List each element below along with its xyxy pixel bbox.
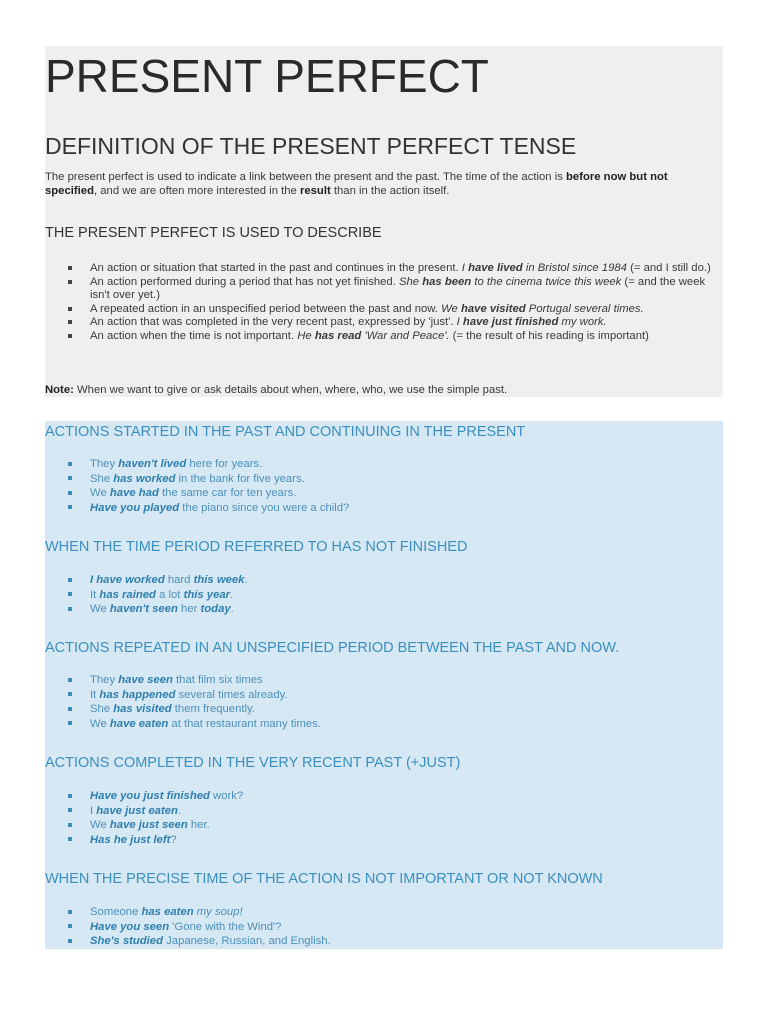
section-heading: WHEN THE TIME PERIOD REFERRED TO HAS NOT FINISHED bbox=[45, 539, 468, 555]
note bbox=[45, 383, 719, 397]
bullet-icon bbox=[68, 491, 72, 495]
bullet-icon bbox=[68, 910, 72, 914]
bullet-icon bbox=[68, 320, 72, 324]
bullet-icon bbox=[68, 707, 72, 711]
example-text: She's studied Japanese, Russian, and English. bbox=[90, 935, 331, 948]
example-text: Have you just finished work? bbox=[90, 790, 244, 802]
usage-item bbox=[68, 330, 718, 344]
bullet-icon bbox=[68, 721, 72, 725]
note-text: When we want to give or ask details about when, where, who, we use the simple past. bbox=[73, 384, 508, 396]
list-item bbox=[68, 673, 718, 688]
bullet-icon bbox=[68, 678, 72, 682]
example-list bbox=[68, 905, 718, 949]
page-title: PRESENT PERFECT bbox=[45, 50, 489, 102]
list-item bbox=[68, 472, 718, 487]
list-item bbox=[68, 602, 718, 617]
example-text: She has worked in the bank for five years. bbox=[90, 472, 305, 485]
list-item bbox=[68, 501, 718, 516]
bullet-icon bbox=[68, 280, 72, 284]
bullet-icon bbox=[68, 794, 72, 798]
example-text: Have you seen 'Gone with the Wind'? bbox=[90, 920, 282, 933]
example-text: It has happened several times already. bbox=[90, 688, 288, 701]
list-item bbox=[68, 588, 718, 603]
example-text: They haven't lived here for years. bbox=[90, 458, 263, 470]
bullet-icon bbox=[68, 808, 72, 812]
list-item bbox=[68, 920, 718, 935]
bullet-icon bbox=[68, 939, 72, 943]
usage-item-text: An action performed during a period that has not yet finished. She has been to the cinema twice this week (= and the week isn't over yet.) bbox=[90, 275, 706, 301]
bullet-icon bbox=[68, 578, 72, 582]
example-text: Have you played the piano since you were a child? bbox=[90, 501, 350, 514]
list-item bbox=[68, 818, 718, 833]
usage-item bbox=[68, 316, 718, 330]
list-item bbox=[68, 789, 718, 804]
usage-heading: THE PRESENT PERFECT IS USED TO DESCRIBE bbox=[45, 225, 382, 241]
section-heading: ACTIONS COMPLETED IN THE VERY RECENT PAST (+JUST) bbox=[45, 755, 461, 771]
list-item bbox=[68, 688, 718, 703]
bullet-icon bbox=[68, 476, 72, 480]
example-text: I have worked hard this week. bbox=[90, 574, 248, 586]
example-list bbox=[68, 673, 718, 731]
list-item bbox=[68, 573, 718, 588]
example-text: We haven't seen her today. bbox=[90, 603, 234, 616]
section-heading: ACTIONS REPEATED IN AN UNSPECIFIED PERIOD BETWEEN THE PAST AND NOW. bbox=[45, 640, 620, 656]
example-text: We have had the same car for ten years. bbox=[90, 487, 297, 500]
example-text: We have eaten at that restaurant many times. bbox=[90, 717, 321, 730]
usage-item-text: An action or situation that started in the past and continues in the present. I have lived in Bristol since 1984 (= and I still do.) bbox=[90, 262, 711, 274]
example-text: I have just eaten. bbox=[90, 804, 182, 817]
usage-item-text: An action that was completed in the very recent past, expressed by 'just'. I have just finished my work. bbox=[90, 316, 607, 328]
bullet-icon bbox=[68, 307, 72, 311]
list-item bbox=[68, 702, 718, 717]
list-item bbox=[68, 457, 718, 472]
example-text: They have seen that film six times bbox=[90, 674, 263, 686]
example-list bbox=[68, 457, 718, 515]
definition-heading: DEFINITION OF THE PRESENT PERFECT TENSE bbox=[45, 133, 577, 159]
bullet-icon bbox=[68, 607, 72, 611]
example-text: It has rained a lot this year. bbox=[90, 588, 234, 601]
note-label: Note: bbox=[45, 384, 74, 396]
bullet-icon bbox=[68, 334, 72, 338]
section-heading: WHEN THE PRECISE TIME OF THE ACTION IS NOT IMPORTANT OR NOT KNOWN bbox=[45, 871, 603, 887]
section-heading: ACTIONS STARTED IN THE PAST AND CONTINUING IN THE PRESENT bbox=[45, 424, 526, 440]
usage-item bbox=[68, 262, 718, 276]
list-item bbox=[68, 905, 718, 920]
bullet-icon bbox=[68, 462, 72, 466]
list-item bbox=[68, 717, 718, 732]
example-text: Someone has eaten my soup! bbox=[90, 906, 243, 918]
usage-item-text: An action when the time is not important. He has read 'War and Peace'. (= the result of his reading is important) bbox=[90, 329, 649, 342]
example-list bbox=[68, 573, 718, 617]
usage-item bbox=[68, 303, 718, 317]
bullet-icon bbox=[68, 505, 72, 509]
list-item bbox=[68, 804, 718, 819]
bullet-icon bbox=[68, 266, 72, 270]
definition-text: The present perfect is used to indicate a link between the present and the past. The time of the action is before now but not specified, and we are often more interested in the result than in the action itself. bbox=[45, 171, 668, 197]
example-list bbox=[68, 789, 718, 847]
list-item bbox=[68, 934, 718, 949]
usage-list bbox=[68, 262, 718, 343]
bullet-icon bbox=[68, 924, 72, 928]
usage-item bbox=[68, 276, 718, 303]
example-text: We have just seen her. bbox=[90, 819, 210, 832]
usage-item-text: A repeated action in an unspecified period between the past and now. We have visited Portugal several times. bbox=[90, 302, 644, 315]
example-text: She has visited them frequently. bbox=[90, 703, 255, 716]
list-item bbox=[68, 486, 718, 501]
bullet-icon bbox=[68, 823, 72, 827]
bullet-icon bbox=[68, 837, 72, 841]
bullet-icon bbox=[68, 592, 72, 596]
bullet-icon bbox=[68, 692, 72, 696]
example-text: Has he just left? bbox=[90, 833, 177, 846]
list-item bbox=[68, 833, 718, 848]
